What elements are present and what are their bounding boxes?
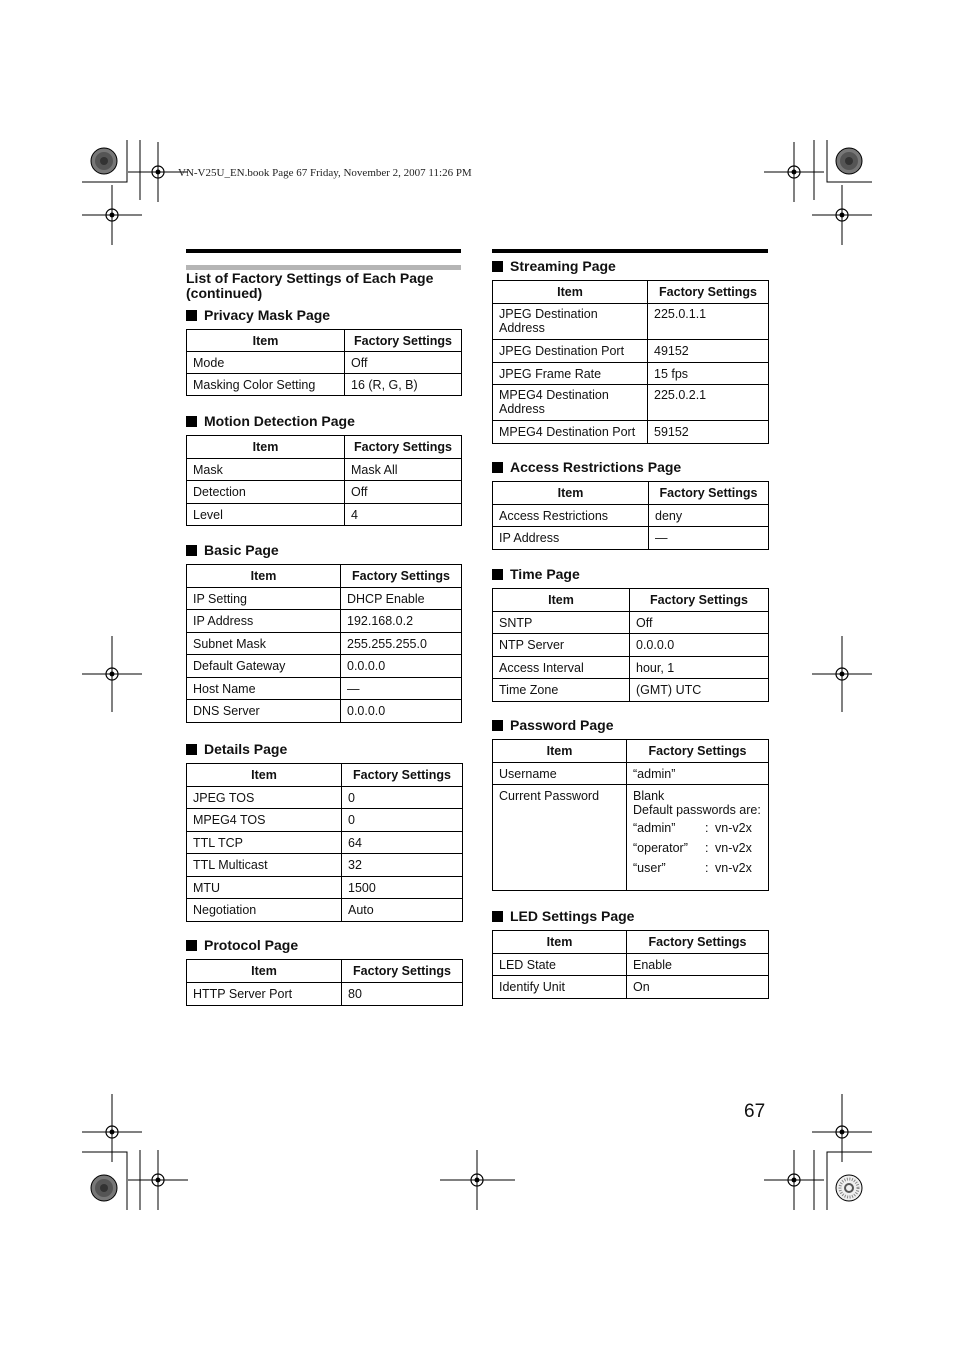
cell-item: JPEG TOS <box>187 787 342 809</box>
cell-item: IP Setting <box>187 588 341 610</box>
square-bullet-icon <box>492 261 503 272</box>
square-bullet-icon <box>492 462 503 473</box>
table-row <box>187 374 462 396</box>
square-bullet-icon <box>186 416 197 427</box>
cell-item: Level <box>187 504 345 526</box>
column-header-factory: Factory Settings <box>627 931 769 954</box>
table-header-row <box>187 764 463 787</box>
separator: : <box>705 861 709 875</box>
cell-value: (GMT) UTC <box>630 679 769 702</box>
table-header-row <box>493 589 769 612</box>
table-row <box>493 785 769 891</box>
table-row <box>493 340 769 363</box>
print-header: VN-V25U_EN.book Page 67 Friday, November 2, 2007 11:26 PM <box>178 167 472 179</box>
cell-value: Off <box>630 612 769 634</box>
cell-value: DHCP Enable <box>341 588 462 610</box>
table-row <box>493 304 769 340</box>
current-password-value: Blank <box>633 789 665 803</box>
cell-value: 16 (R, G, B) <box>345 374 462 396</box>
square-bullet-icon <box>492 720 503 731</box>
column-header-item: Item <box>187 764 342 787</box>
cell-value: 64 <box>342 832 463 854</box>
column-header-item: Item <box>187 565 341 588</box>
section-led-settings <box>492 908 634 924</box>
section-password <box>492 717 614 733</box>
cell-value: 49152 <box>648 340 769 363</box>
password-table <box>492 739 769 891</box>
table-header-row <box>187 565 462 588</box>
basic-table <box>186 564 462 723</box>
table-row <box>187 352 462 374</box>
table-header-row <box>187 960 463 983</box>
cell-item: MPEG4 Destination Port <box>493 421 648 444</box>
table-row <box>493 679 769 702</box>
cell-item: Mode <box>187 352 345 374</box>
cell-value: 255.255.255.0 <box>341 633 462 655</box>
square-bullet-icon <box>492 569 503 580</box>
table-row <box>187 854 463 877</box>
column-header-factory: Factory Settings <box>345 330 462 352</box>
cell-item: HTTP Server Port <box>187 983 342 1006</box>
default-password-row <box>633 861 762 875</box>
table-row <box>187 678 462 700</box>
led-settings-table <box>492 930 769 999</box>
section-motion-detection <box>186 413 355 429</box>
section-title: Password Page <box>510 717 614 733</box>
table-row <box>187 459 462 481</box>
account-password: vn-v2x <box>715 821 752 835</box>
column-header-factory: Factory Settings <box>627 740 769 763</box>
cell-item: MTU <box>187 877 342 899</box>
cell-item: Time Zone <box>493 679 630 702</box>
section-title: Protocol Page <box>204 937 299 953</box>
cell-value: Off <box>345 481 462 504</box>
table-header-row <box>493 740 769 763</box>
separator: : <box>705 841 709 855</box>
column-header-item: Item <box>493 931 627 954</box>
square-bullet-icon <box>186 310 197 321</box>
cell-value: 192.168.0.2 <box>341 610 462 633</box>
cell-item: Username <box>493 763 627 785</box>
section-title: Motion Detection Page <box>204 413 355 429</box>
table-header-row <box>493 931 769 954</box>
table-row <box>493 976 769 999</box>
cell-item: JPEG Destination Port <box>493 340 648 363</box>
table-row <box>493 954 769 976</box>
column-header-factory: Factory Settings <box>341 565 462 588</box>
cell-item: Identify Unit <box>493 976 627 999</box>
table-row <box>493 657 769 679</box>
column-header-item: Item <box>187 436 345 459</box>
column-header-item: Item <box>187 960 342 983</box>
cell-value: 32 <box>342 854 463 877</box>
table-row <box>187 877 463 899</box>
table-row <box>187 787 463 809</box>
top-rule-left <box>186 249 461 253</box>
account-password: vn-v2x <box>715 861 752 875</box>
cell-item: Negotiation <box>187 899 342 922</box>
column-header-factory: Factory Settings <box>648 281 769 304</box>
table-row <box>187 700 462 723</box>
table-row <box>493 634 769 657</box>
protocol-table <box>186 959 463 1006</box>
cell-item: Masking Color Setting <box>187 374 345 396</box>
cell-value: — <box>341 678 462 700</box>
privacy-mask-table <box>186 329 462 396</box>
table-header-row <box>493 281 769 304</box>
square-bullet-icon <box>492 911 503 922</box>
cell-value: 0.0.0.0 <box>341 700 462 723</box>
cell-item: NTP Server <box>493 634 630 657</box>
table-row <box>493 763 769 785</box>
table-row <box>493 612 769 634</box>
column-header-item: Item <box>493 589 630 612</box>
cell-value: 0 <box>342 809 463 832</box>
table-row <box>493 421 769 444</box>
table-row <box>493 363 769 385</box>
default-password-row <box>633 821 762 835</box>
cell-value: 15 fps <box>648 363 769 385</box>
column-header-item: Item <box>493 740 627 763</box>
square-bullet-icon <box>186 940 197 951</box>
cell-item: Access Restrictions <box>493 505 649 527</box>
section-title: Access Restrictions Page <box>510 459 682 475</box>
table-row <box>187 481 462 504</box>
column-header-item: Item <box>493 281 648 304</box>
table-row <box>493 505 769 527</box>
cell-value: Auto <box>342 899 463 922</box>
section-access-restrictions <box>492 459 681 475</box>
section-title: LED Settings Page <box>510 908 635 924</box>
cell-value: — <box>649 527 769 550</box>
cell-item: Host Name <box>187 678 341 700</box>
access-restrictions-table <box>492 481 769 550</box>
column-header-factory: Factory Settings <box>630 589 769 612</box>
default-passwords-label: Default passwords are: <box>633 803 761 817</box>
section-title: Time Page <box>510 566 580 582</box>
cell-item: IP Address <box>493 527 649 550</box>
section-streaming <box>492 258 616 274</box>
table-row <box>493 527 769 550</box>
account-name: “user” <box>633 861 666 875</box>
separator: : <box>705 821 709 835</box>
square-bullet-icon <box>186 545 197 556</box>
cell-value: 4 <box>345 504 462 526</box>
table-row <box>187 633 462 655</box>
cell-value: deny <box>649 505 769 527</box>
cell-item: JPEG Frame Rate <box>493 363 648 385</box>
table-row <box>187 899 463 922</box>
column-header-factory: Factory Settings <box>649 482 769 505</box>
default-password-row <box>633 841 762 855</box>
column-header-item: Item <box>187 330 345 352</box>
table-header-row <box>187 330 462 352</box>
top-rule-right <box>492 249 768 253</box>
cell-value: hour, 1 <box>630 657 769 679</box>
streaming-table <box>492 280 769 444</box>
cell-value: Mask All <box>345 459 462 481</box>
cell-item: Default Gateway <box>187 655 341 678</box>
section-privacy-mask <box>186 307 330 323</box>
section-title: Privacy Mask Page <box>204 307 331 323</box>
page-number: 67 <box>744 1101 766 1122</box>
section-time <box>492 566 580 582</box>
column-header-factory: Factory Settings <box>342 764 463 787</box>
section-title: Streaming Page <box>510 258 616 274</box>
table-row <box>187 504 462 526</box>
account-name: “operator” <box>633 841 688 855</box>
table-row <box>187 655 462 678</box>
table-header-row <box>187 436 462 459</box>
cell-item: Detection <box>187 481 345 504</box>
cell-item: MPEG4 Destination Address <box>493 385 648 421</box>
cell-value: 0.0.0.0 <box>630 634 769 657</box>
cell-item: DNS Server <box>187 700 341 723</box>
cell-value: On <box>627 976 769 999</box>
cell-value: 225.0.2.1 <box>648 385 769 421</box>
account-password: vn-v2x <box>715 841 752 855</box>
cell-item: Current Password <box>493 785 627 891</box>
table-row <box>187 832 463 854</box>
cell-value: Off <box>345 352 462 374</box>
cell-item: TTL Multicast <box>187 854 342 877</box>
cell-item: SNTP <box>493 612 630 634</box>
list-title: List of Factory Settings of Each Page (continued) <box>186 270 434 301</box>
motion-detection-table <box>186 435 462 526</box>
cell-value: 0 <box>342 787 463 809</box>
cell-value: 80 <box>342 983 463 1006</box>
details-table <box>186 763 463 922</box>
cell-value: “admin” <box>627 763 769 785</box>
column-header-factory: Factory Settings <box>345 436 462 459</box>
cell-value: 225.0.1.1 <box>648 304 769 340</box>
cell-item: IP Address <box>187 610 341 633</box>
account-name: “admin” <box>633 821 676 835</box>
section-basic <box>186 542 279 558</box>
cell-item: Mask <box>187 459 345 481</box>
time-table <box>492 588 769 702</box>
table-row <box>187 588 462 610</box>
cell-item: Access Interval <box>493 657 630 679</box>
cell-item: Subnet Mask <box>187 633 341 655</box>
cell-value: 59152 <box>648 421 769 444</box>
table-row <box>187 983 463 1006</box>
table-row <box>493 385 769 421</box>
section-title: Basic Page <box>204 542 279 558</box>
cell-value: 1500 <box>342 877 463 899</box>
cell-value: 0.0.0.0 <box>341 655 462 678</box>
square-bullet-icon <box>186 744 197 755</box>
table-row <box>187 809 463 832</box>
section-protocol <box>186 937 298 953</box>
cell-value <box>627 785 769 891</box>
column-header-item: Item <box>493 482 649 505</box>
section-title: Details Page <box>204 741 288 757</box>
table-row <box>187 610 462 633</box>
cell-item: LED State <box>493 954 627 976</box>
section-details <box>186 741 287 757</box>
table-header-row <box>493 482 769 505</box>
column-header-factory: Factory Settings <box>342 960 463 983</box>
cell-item: TTL TCP <box>187 832 342 854</box>
cell-item: JPEG Destination Address <box>493 304 648 340</box>
cell-item: MPEG4 TOS <box>187 809 342 832</box>
cell-value: Enable <box>627 954 769 976</box>
